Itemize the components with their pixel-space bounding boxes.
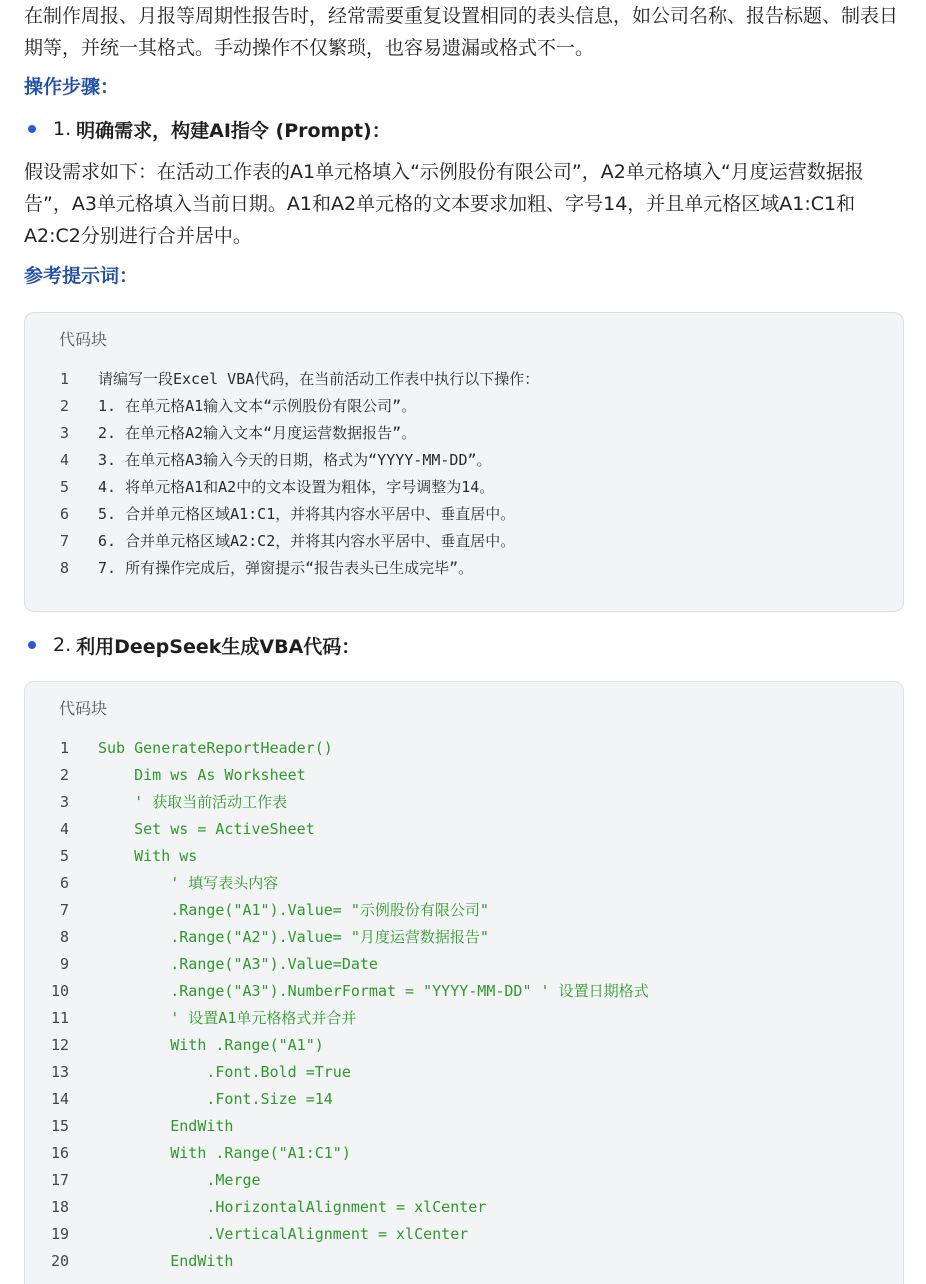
code-text: ' 填写表头内容 [98, 874, 279, 892]
code-text: 3. 在单元格A3输入今天的日期，格式为“YYYY-MM-DD”。 [98, 451, 492, 469]
code-text: ' 设置A1单元格格式并合并 [98, 1009, 357, 1027]
code-text: 7. 所有操作完成后，弹窗提示“报告表头已生成完毕”。 [98, 559, 474, 577]
code-line [25, 869, 903, 896]
steps-heading: 操作步骤： [24, 76, 120, 98]
line-number: 2 [59, 396, 69, 415]
code-line [25, 419, 903, 446]
code-line [25, 950, 903, 977]
vba-code-block [24, 681, 904, 1284]
code-line [25, 1220, 903, 1247]
line-number: 6 [59, 873, 69, 892]
line-number: 10 [50, 981, 69, 1000]
line-number: 16 [50, 1143, 69, 1162]
line-number: 15 [50, 1116, 69, 1135]
line-number: 17 [50, 1170, 69, 1189]
bullet-dot-icon [28, 125, 36, 133]
code-line [25, 788, 903, 815]
prompt-code-lines [25, 365, 903, 581]
code-line [25, 734, 903, 761]
code-text: 请编写一段Excel VBA代码，在当前活动工作表中执行以下操作： [98, 370, 540, 388]
line-number: 1 [59, 738, 69, 757]
prompt-heading: 参考提示词： [24, 265, 139, 287]
code-line [25, 923, 903, 950]
code-text: 6. 合并单元格区域A2:C2，并将其内容水平居中、垂直居中。 [98, 532, 516, 550]
code-line [25, 392, 903, 419]
intro-paragraph: 在制作周报、月报等周期性报告时，经常需要重复设置相同的表头信息，如公司名称、报告标题、制表日期等，并统一其格式。手动操作不仅繁琐，也容易遗漏或格式不一。 [24, 5, 899, 59]
code-line [25, 365, 903, 392]
code-text: With .Range("A1:C1") [98, 1143, 351, 1162]
code-line [25, 473, 903, 500]
code-line [25, 1085, 903, 1112]
code-line [25, 446, 903, 473]
code-block-caption: 代码块 [59, 699, 108, 718]
code-text: .Font.Size =14 [98, 1089, 333, 1108]
line-number: 7 [59, 900, 69, 919]
code-text: .Font.Bold =True [98, 1062, 351, 1081]
code-line [25, 896, 903, 923]
line-number: 3 [59, 792, 69, 811]
code-text: 1. 在单元格A1输入文本“示例股份有限公司”。 [98, 397, 417, 415]
step-1-title: 明确需求，构建AI指令 (Prompt)： [76, 119, 391, 142]
step-2-item [24, 630, 360, 660]
requirement-paragraph: 假设需求如下：在活动工作表的A1单元格填入“示例股份有限公司”，A2单元格填入“月度运营数据报告”，A3单元格填入当前日期。A1和A2单元格的文本要求加粗、字号14，并且单元格区域A1:C1和A2:C2分别进行合并居中。 [24, 161, 864, 247]
code-text: Set ws = ActiveSheet [98, 819, 315, 838]
line-number: 5 [59, 846, 69, 865]
code-text: EndWith [98, 1251, 234, 1270]
line-number: 12 [50, 1035, 69, 1054]
line-number: 13 [50, 1062, 69, 1081]
code-text: 5. 合并单元格区域A1:C1，并将其内容水平居中、垂直居中。 [98, 505, 516, 523]
line-number: 8 [59, 558, 69, 577]
code-text: .HorizontalAlignment = xlCenter [98, 1197, 487, 1216]
line-number: 19 [50, 1224, 69, 1243]
code-text: With .Range("A1") [98, 1035, 324, 1054]
code-text: .Range("A2").Value= "月度运营数据报告" [98, 928, 489, 946]
code-line [25, 815, 903, 842]
code-text: 2. 在单元格A2输入文本“月度运营数据报告”。 [98, 424, 417, 442]
line-number: 11 [50, 1008, 69, 1027]
code-line [25, 554, 903, 581]
prompt-code-block [24, 312, 904, 612]
line-number: 2 [59, 765, 69, 784]
code-text: 4. 将单元格A1和A2中的文本设置为粗体，字号调整为14。 [98, 478, 495, 496]
line-number: 1 [59, 369, 69, 388]
line-number: 8 [59, 927, 69, 946]
step-1-item [24, 114, 391, 144]
step-1-number: 1. [53, 118, 72, 140]
code-text: With ws [98, 846, 198, 865]
vba-code-lines [25, 734, 903, 1274]
code-text: .Range("A3").Value=Date [98, 954, 378, 973]
code-text: .Range("A3").NumberFormat = "YYYY-MM-DD" ' 设置日期格式 [98, 982, 649, 1000]
code-line [25, 500, 903, 527]
code-text: EndWith [98, 1116, 234, 1135]
line-number: 5 [59, 477, 69, 496]
line-number: 14 [50, 1089, 69, 1108]
code-text: .Merge [98, 1170, 261, 1189]
code-text: Sub GenerateReportHeader() [98, 738, 333, 757]
line-number: 4 [59, 819, 69, 838]
code-line [25, 1139, 903, 1166]
line-number: 7 [59, 531, 69, 550]
line-number: 3 [59, 423, 69, 442]
code-line [25, 1004, 903, 1031]
code-line [25, 1058, 903, 1085]
bullet-dot-icon [28, 641, 36, 649]
step-2-title: 利用DeepSeek生成VBA代码： [76, 635, 361, 658]
line-number: 9 [59, 954, 69, 973]
code-line [25, 842, 903, 869]
code-line [25, 1193, 903, 1220]
code-line [25, 1112, 903, 1139]
line-number: 6 [59, 504, 69, 523]
code-block-caption: 代码块 [59, 330, 108, 349]
code-line [25, 977, 903, 1004]
code-line [25, 761, 903, 788]
code-text: Dim ws As Worksheet [98, 765, 306, 784]
code-text: .Range("A1").Value= "示例股份有限公司" [98, 901, 489, 919]
code-line [25, 1247, 903, 1274]
code-line [25, 527, 903, 554]
line-number: 20 [50, 1251, 69, 1270]
code-line [25, 1166, 903, 1193]
code-line [25, 1031, 903, 1058]
step-2-number: 2. [53, 634, 72, 656]
line-number: 4 [59, 450, 69, 469]
code-text: ' 获取当前活动工作表 [98, 793, 288, 811]
line-number: 18 [50, 1197, 69, 1216]
code-text: .VerticalAlignment = xlCenter [98, 1224, 469, 1243]
